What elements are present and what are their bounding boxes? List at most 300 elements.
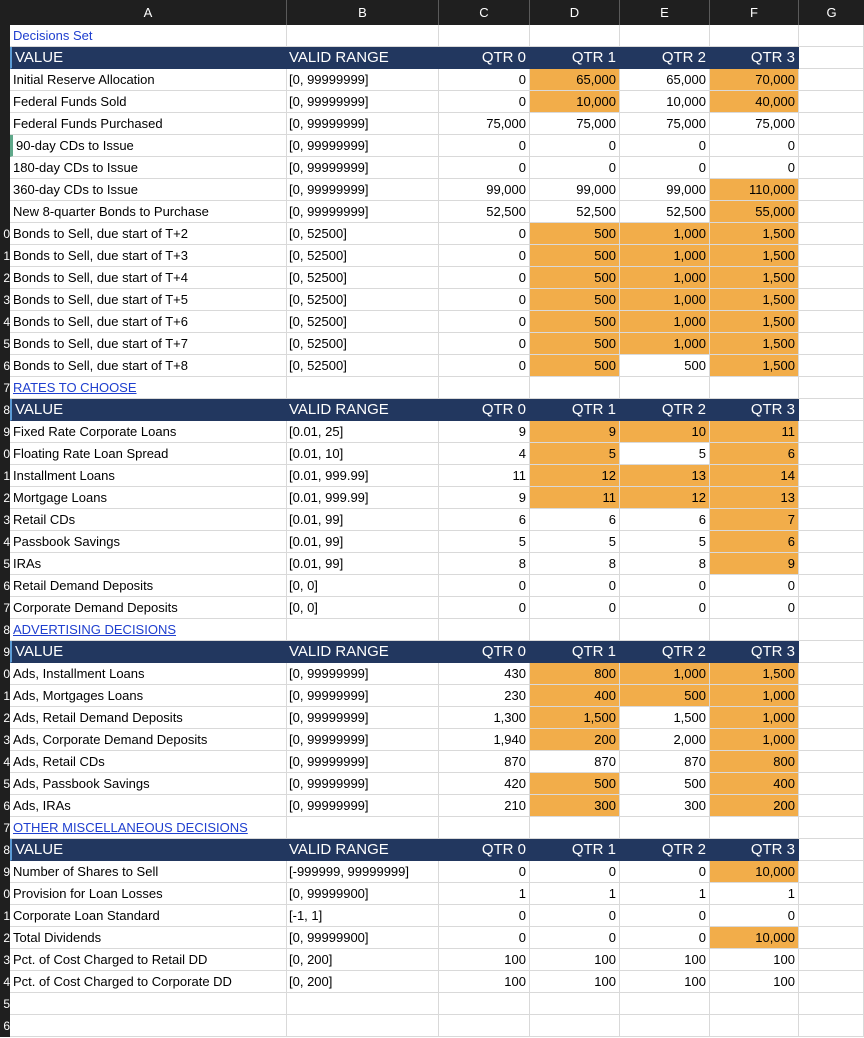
cell-b[interactable]: [0.01, 99]: [287, 531, 439, 553]
cell-d[interactable]: 300: [530, 795, 620, 817]
cell-c[interactable]: 9: [439, 487, 530, 509]
row-number[interactable]: 4: [0, 971, 10, 993]
cell-g[interactable]: [799, 25, 864, 47]
cell-g[interactable]: [799, 927, 864, 949]
cell-b[interactable]: [0, 99999900]: [287, 883, 439, 905]
cell-e[interactable]: QTR 2: [620, 399, 710, 421]
cell-c[interactable]: 100: [439, 949, 530, 971]
row-number[interactable]: 2: [0, 487, 10, 509]
cell-f[interactable]: 55,000: [710, 201, 799, 223]
cell-a[interactable]: Passbook Savings: [10, 531, 287, 553]
row-number[interactable]: 6: [0, 355, 10, 377]
cell-c[interactable]: [439, 377, 530, 399]
cell-g[interactable]: [799, 179, 864, 201]
cell-c[interactable]: 870: [439, 751, 530, 773]
row-number[interactable]: 1: [0, 685, 10, 707]
cell-a[interactable]: ADVERTISING DECISIONS: [10, 619, 287, 641]
cell-c[interactable]: 0: [439, 289, 530, 311]
cell-d[interactable]: 1: [530, 883, 620, 905]
cell-g[interactable]: [799, 135, 864, 157]
cell-c[interactable]: 0: [439, 91, 530, 113]
cell-c[interactable]: 0: [439, 927, 530, 949]
cell-d[interactable]: 500: [530, 245, 620, 267]
cell-f[interactable]: 6: [710, 531, 799, 553]
cell-a[interactable]: Installment Loans: [10, 465, 287, 487]
cell-b[interactable]: VALID RANGE: [287, 399, 439, 421]
cell-e[interactable]: 13: [620, 465, 710, 487]
cell-g[interactable]: [799, 355, 864, 377]
row-number[interactable]: 2: [0, 927, 10, 949]
row-number[interactable]: 7: [0, 817, 10, 839]
cell-a[interactable]: OTHER MISCELLANEOUS DECISIONS: [10, 817, 287, 839]
cell-e[interactable]: 5: [620, 443, 710, 465]
cell-d[interactable]: [530, 817, 620, 839]
cell-f[interactable]: [710, 817, 799, 839]
cell-d[interactable]: 500: [530, 311, 620, 333]
cell-g[interactable]: [799, 509, 864, 531]
column-header-e[interactable]: E: [620, 0, 710, 25]
row-number[interactable]: 3: [0, 509, 10, 531]
row-number[interactable]: [0, 69, 10, 91]
cell-b[interactable]: [0, 99999999]: [287, 773, 439, 795]
cell-b[interactable]: [287, 619, 439, 641]
cell-f[interactable]: 1,500: [710, 223, 799, 245]
column-header-a[interactable]: A: [10, 0, 287, 25]
row-number[interactable]: 8: [0, 399, 10, 421]
cell-f[interactable]: 1,500: [710, 245, 799, 267]
cell-f[interactable]: 13: [710, 487, 799, 509]
cell-a[interactable]: Mortgage Loans: [10, 487, 287, 509]
cell-c[interactable]: 4: [439, 443, 530, 465]
cell-e[interactable]: 1,500: [620, 707, 710, 729]
cell-b[interactable]: VALID RANGE: [287, 47, 439, 69]
cell-c[interactable]: 210: [439, 795, 530, 817]
cell-f[interactable]: 1,500: [710, 289, 799, 311]
row-number[interactable]: 0: [0, 663, 10, 685]
cell-f[interactable]: 10,000: [710, 861, 799, 883]
cell-g[interactable]: [799, 443, 864, 465]
cell-c[interactable]: 0: [439, 135, 530, 157]
cell-g[interactable]: [799, 201, 864, 223]
cell-c[interactable]: 99,000: [439, 179, 530, 201]
cell-g[interactable]: [799, 157, 864, 179]
cell-e[interactable]: 500: [620, 773, 710, 795]
row-number[interactable]: 9: [0, 861, 10, 883]
cell-a[interactable]: Ads, IRAs: [10, 795, 287, 817]
cell-f[interactable]: 1,000: [710, 707, 799, 729]
cell-b[interactable]: [0, 52500]: [287, 267, 439, 289]
cell-c[interactable]: [439, 1015, 530, 1037]
cell-d[interactable]: 12: [530, 465, 620, 487]
row-number[interactable]: 6: [0, 795, 10, 817]
cell-b[interactable]: [0, 52500]: [287, 333, 439, 355]
cell-g[interactable]: [799, 619, 864, 641]
cell-c[interactable]: 6: [439, 509, 530, 531]
cell-e[interactable]: [620, 993, 710, 1015]
cell-b[interactable]: [0, 99999999]: [287, 685, 439, 707]
cell-e[interactable]: 0: [620, 597, 710, 619]
cell-d[interactable]: 0: [530, 157, 620, 179]
row-number[interactable]: 8: [0, 839, 10, 861]
row-number[interactable]: 7: [0, 377, 10, 399]
cell-d[interactable]: 500: [530, 355, 620, 377]
cell-d[interactable]: QTR 1: [530, 399, 620, 421]
cell-a[interactable]: Fixed Rate Corporate Loans: [10, 421, 287, 443]
row-number[interactable]: 4: [0, 751, 10, 773]
row-number[interactable]: 5: [0, 993, 10, 1015]
cell-b[interactable]: [0.01, 999.99]: [287, 465, 439, 487]
cell-a[interactable]: Number of Shares to Sell: [10, 861, 287, 883]
cell-f[interactable]: 75,000: [710, 113, 799, 135]
cell-a[interactable]: Ads, Corporate Demand Deposits: [10, 729, 287, 751]
cell-a[interactable]: [10, 1015, 287, 1037]
cell-d[interactable]: 500: [530, 333, 620, 355]
cell-d[interactable]: QTR 1: [530, 47, 620, 69]
cell-f[interactable]: 1,500: [710, 267, 799, 289]
cell-e[interactable]: 1,000: [620, 245, 710, 267]
cell-d[interactable]: QTR 1: [530, 839, 620, 861]
cell-e[interactable]: 1,000: [620, 663, 710, 685]
cell-f[interactable]: 100: [710, 971, 799, 993]
cell-b[interactable]: VALID RANGE: [287, 641, 439, 663]
cell-a[interactable]: Ads, Passbook Savings: [10, 773, 287, 795]
row-number[interactable]: 2: [0, 707, 10, 729]
cell-f[interactable]: 1,500: [710, 311, 799, 333]
cell-c[interactable]: [439, 817, 530, 839]
cell-g[interactable]: [799, 905, 864, 927]
cell-c[interactable]: 0: [439, 333, 530, 355]
row-number[interactable]: 9: [0, 641, 10, 663]
cell-f[interactable]: QTR 3: [710, 399, 799, 421]
cell-f[interactable]: [710, 619, 799, 641]
cell-d[interactable]: 0: [530, 575, 620, 597]
cell-g[interactable]: [799, 641, 864, 663]
cell-d[interactable]: 6: [530, 509, 620, 531]
cell-b[interactable]: [0, 99999999]: [287, 135, 439, 157]
cell-f[interactable]: QTR 3: [710, 47, 799, 69]
cell-b[interactable]: [0, 52500]: [287, 245, 439, 267]
cell-e[interactable]: 8: [620, 553, 710, 575]
cell-c[interactable]: 0: [439, 575, 530, 597]
cell-g[interactable]: [799, 993, 864, 1015]
cell-e[interactable]: 12: [620, 487, 710, 509]
cell-b[interactable]: [287, 1015, 439, 1037]
cell-f[interactable]: 200: [710, 795, 799, 817]
row-number[interactable]: 5: [0, 553, 10, 575]
cell-g[interactable]: [799, 531, 864, 553]
cell-g[interactable]: [799, 333, 864, 355]
cell-c[interactable]: QTR 0: [439, 641, 530, 663]
cell-b[interactable]: [0, 99999999]: [287, 729, 439, 751]
cell-a[interactable]: Retail Demand Deposits: [10, 575, 287, 597]
cell-c[interactable]: [439, 25, 530, 47]
cell-b[interactable]: [0, 52500]: [287, 223, 439, 245]
cell-e[interactable]: 1: [620, 883, 710, 905]
cell-f[interactable]: 10,000: [710, 927, 799, 949]
cell-e[interactable]: 6: [620, 509, 710, 531]
cell-f[interactable]: 800: [710, 751, 799, 773]
cell-c[interactable]: QTR 0: [439, 399, 530, 421]
cell-b[interactable]: [0, 99999999]: [287, 663, 439, 685]
row-number[interactable]: [0, 135, 10, 157]
cell-c[interactable]: 0: [439, 355, 530, 377]
cell-b[interactable]: [0, 99999999]: [287, 795, 439, 817]
cell-d[interactable]: 870: [530, 751, 620, 773]
cell-b[interactable]: [0, 99999999]: [287, 707, 439, 729]
cell-a[interactable]: Ads, Mortgages Loans: [10, 685, 287, 707]
row-number[interactable]: 4: [0, 311, 10, 333]
cell-d[interactable]: 5: [530, 443, 620, 465]
row-number[interactable]: 3: [0, 289, 10, 311]
cell-f[interactable]: 11: [710, 421, 799, 443]
cell-f[interactable]: 0: [710, 575, 799, 597]
cell-a[interactable]: 360-day CDs to Issue: [10, 179, 287, 201]
cell-a[interactable]: Pct. of Cost Charged to Corporate DD: [10, 971, 287, 993]
cell-c[interactable]: 1: [439, 883, 530, 905]
cell-b[interactable]: [0, 99999999]: [287, 69, 439, 91]
cell-f[interactable]: [710, 993, 799, 1015]
cell-d[interactable]: 8: [530, 553, 620, 575]
cell-d[interactable]: 200: [530, 729, 620, 751]
cell-e[interactable]: QTR 2: [620, 839, 710, 861]
cell-a[interactable]: Bonds to Sell, due start of T+8: [10, 355, 287, 377]
cell-a[interactable]: Pct. of Cost Charged to Retail DD: [10, 949, 287, 971]
cell-a[interactable]: Initial Reserve Allocation: [10, 69, 287, 91]
cell-g[interactable]: [799, 949, 864, 971]
cell-f[interactable]: [710, 1015, 799, 1037]
cell-e[interactable]: 100: [620, 971, 710, 993]
cell-b[interactable]: [287, 817, 439, 839]
cell-d[interactable]: 500: [530, 289, 620, 311]
cell-c[interactable]: 0: [439, 861, 530, 883]
cell-g[interactable]: [799, 223, 864, 245]
cell-a[interactable]: VALUE: [10, 47, 287, 69]
cell-f[interactable]: 7: [710, 509, 799, 531]
row-number[interactable]: [0, 113, 10, 135]
cell-f[interactable]: QTR 3: [710, 839, 799, 861]
cell-d[interactable]: 0: [530, 135, 620, 157]
cell-g[interactable]: [799, 839, 864, 861]
cell-d[interactable]: [530, 25, 620, 47]
cell-a[interactable]: VALUE: [10, 839, 287, 861]
cell-a[interactable]: Total Dividends: [10, 927, 287, 949]
cell-g[interactable]: [799, 663, 864, 685]
row-number[interactable]: 4: [0, 531, 10, 553]
cell-g[interactable]: [799, 575, 864, 597]
cell-b[interactable]: [287, 25, 439, 47]
cell-a[interactable]: VALUE: [10, 641, 287, 663]
row-number[interactable]: 3: [0, 729, 10, 751]
cell-a[interactable]: Ads, Installment Loans: [10, 663, 287, 685]
cell-c[interactable]: [439, 993, 530, 1015]
cell-b[interactable]: [0.01, 99]: [287, 509, 439, 531]
cell-e[interactable]: 0: [620, 157, 710, 179]
cell-c[interactable]: 1,940: [439, 729, 530, 751]
cell-e[interactable]: 0: [620, 905, 710, 927]
row-number[interactable]: 1: [0, 245, 10, 267]
cell-g[interactable]: [799, 597, 864, 619]
cell-d[interactable]: 52,500: [530, 201, 620, 223]
cell-g[interactable]: [799, 465, 864, 487]
cell-f[interactable]: [710, 377, 799, 399]
cell-d[interactable]: 800: [530, 663, 620, 685]
cell-b[interactable]: [0, 99999999]: [287, 157, 439, 179]
cell-g[interactable]: [799, 795, 864, 817]
cell-f[interactable]: 70,000: [710, 69, 799, 91]
row-number[interactable]: 0: [0, 223, 10, 245]
cell-a[interactable]: New 8-quarter Bonds to Purchase: [10, 201, 287, 223]
cell-c[interactable]: 100: [439, 971, 530, 993]
column-header-c[interactable]: C: [439, 0, 530, 25]
cell-d[interactable]: 0: [530, 905, 620, 927]
row-number[interactable]: 7: [0, 597, 10, 619]
cell-c[interactable]: 420: [439, 773, 530, 795]
cell-f[interactable]: 0: [710, 157, 799, 179]
cell-g[interactable]: [799, 487, 864, 509]
cell-f[interactable]: 6: [710, 443, 799, 465]
row-number[interactable]: 8: [0, 619, 10, 641]
cell-e[interactable]: [620, 1015, 710, 1037]
cell-g[interactable]: [799, 883, 864, 905]
cell-c[interactable]: 0: [439, 267, 530, 289]
cell-c[interactable]: 9: [439, 421, 530, 443]
cell-f[interactable]: [710, 25, 799, 47]
cell-f[interactable]: 1,000: [710, 685, 799, 707]
cell-c[interactable]: 52,500: [439, 201, 530, 223]
cell-a[interactable]: Provision for Loan Losses: [10, 883, 287, 905]
cell-c[interactable]: 0: [439, 157, 530, 179]
cell-e[interactable]: 75,000: [620, 113, 710, 135]
cell-c[interactable]: QTR 0: [439, 47, 530, 69]
cell-e[interactable]: 500: [620, 685, 710, 707]
cell-d[interactable]: 0: [530, 927, 620, 949]
cell-e[interactable]: QTR 2: [620, 641, 710, 663]
cell-d[interactable]: QTR 1: [530, 641, 620, 663]
cell-a[interactable]: IRAs: [10, 553, 287, 575]
row-number[interactable]: 6: [0, 1015, 10, 1037]
cell-b[interactable]: [0, 0]: [287, 597, 439, 619]
cell-d[interactable]: 400: [530, 685, 620, 707]
cell-c[interactable]: 0: [439, 69, 530, 91]
cell-g[interactable]: [799, 47, 864, 69]
cell-g[interactable]: [799, 773, 864, 795]
cell-d[interactable]: [530, 619, 620, 641]
cell-c[interactable]: 11: [439, 465, 530, 487]
cell-f[interactable]: 1,500: [710, 663, 799, 685]
cell-c[interactable]: 0: [439, 245, 530, 267]
row-number[interactable]: 1: [0, 905, 10, 927]
cell-a[interactable]: 180-day CDs to Issue: [10, 157, 287, 179]
cell-f[interactable]: 0: [710, 905, 799, 927]
cell-c[interactable]: 1,300: [439, 707, 530, 729]
cell-e[interactable]: 10,000: [620, 91, 710, 113]
cell-g[interactable]: [799, 69, 864, 91]
cell-e[interactable]: 52,500: [620, 201, 710, 223]
row-number[interactable]: [0, 25, 10, 47]
cell-a[interactable]: Bonds to Sell, due start of T+3: [10, 245, 287, 267]
cell-a[interactable]: VALUE: [10, 399, 287, 421]
column-header-f[interactable]: F: [710, 0, 799, 25]
cell-d[interactable]: [530, 377, 620, 399]
row-number[interactable]: 5: [0, 333, 10, 355]
cell-f[interactable]: 9: [710, 553, 799, 575]
column-header-g[interactable]: G: [826, 5, 837, 20]
cell-e[interactable]: 0: [620, 927, 710, 949]
cell-e[interactable]: 1,000: [620, 267, 710, 289]
row-number[interactable]: [0, 179, 10, 201]
row-number[interactable]: [0, 91, 10, 113]
cell-g[interactable]: [799, 751, 864, 773]
cell-e[interactable]: QTR 2: [620, 47, 710, 69]
cell-e[interactable]: [620, 377, 710, 399]
cell-d[interactable]: 500: [530, 773, 620, 795]
cell-b[interactable]: [0, 99999999]: [287, 201, 439, 223]
cell-b[interactable]: [0.01, 25]: [287, 421, 439, 443]
cell-g[interactable]: [799, 91, 864, 113]
cell-g[interactable]: [799, 707, 864, 729]
cell-e[interactable]: 1,000: [620, 289, 710, 311]
cell-g[interactable]: [799, 289, 864, 311]
cell-e[interactable]: 2,000: [620, 729, 710, 751]
cell-b[interactable]: [0, 52500]: [287, 311, 439, 333]
cell-f[interactable]: 40,000: [710, 91, 799, 113]
cell-e[interactable]: 0: [620, 861, 710, 883]
cell-c[interactable]: 230: [439, 685, 530, 707]
cell-b[interactable]: [0, 200]: [287, 949, 439, 971]
cell-d[interactable]: 1,500: [530, 707, 620, 729]
row-number[interactable]: 0: [0, 883, 10, 905]
cell-d[interactable]: 75,000: [530, 113, 620, 135]
cell-b[interactable]: [-1, 1]: [287, 905, 439, 927]
cell-f[interactable]: 110,000: [710, 179, 799, 201]
cell-d[interactable]: 11: [530, 487, 620, 509]
cell-c[interactable]: 0: [439, 597, 530, 619]
cell-g[interactable]: [799, 553, 864, 575]
cell-g[interactable]: [799, 245, 864, 267]
cell-a[interactable]: [10, 993, 287, 1015]
cell-e[interactable]: 1,000: [620, 311, 710, 333]
cell-d[interactable]: 65,000: [530, 69, 620, 91]
cell-c[interactable]: 0: [439, 311, 530, 333]
cell-f[interactable]: 0: [710, 597, 799, 619]
cell-c[interactable]: [439, 619, 530, 641]
cell-a[interactable]: Bonds to Sell, due start of T+5: [10, 289, 287, 311]
cell-a[interactable]: Decisions Set: [10, 25, 287, 47]
cell-b[interactable]: [287, 993, 439, 1015]
row-number[interactable]: [0, 157, 10, 179]
cell-a[interactable]: Corporate Loan Standard: [10, 905, 287, 927]
column-header-d[interactable]: D: [530, 0, 620, 25]
cell-e[interactable]: 1,000: [620, 333, 710, 355]
cell-d[interactable]: 100: [530, 949, 620, 971]
cell-e[interactable]: [620, 817, 710, 839]
cell-g[interactable]: [799, 311, 864, 333]
cell-b[interactable]: [0.01, 10]: [287, 443, 439, 465]
cell-a[interactable]: Ads, Retail CDs: [10, 751, 287, 773]
cell-e[interactable]: 10: [620, 421, 710, 443]
cell-b[interactable]: [0, 52500]: [287, 289, 439, 311]
cell-c[interactable]: 8: [439, 553, 530, 575]
cell-b[interactable]: [0, 99999900]: [287, 927, 439, 949]
cell-d[interactable]: [530, 1015, 620, 1037]
cell-a[interactable]: RATES TO CHOOSE: [10, 377, 287, 399]
cell-g[interactable]: [799, 1015, 864, 1037]
cell-b[interactable]: VALID RANGE: [287, 839, 439, 861]
cell-b[interactable]: [0, 0]: [287, 575, 439, 597]
cell-g[interactable]: [799, 421, 864, 443]
cell-a[interactable]: Ads, Retail Demand Deposits: [10, 707, 287, 729]
cell-f[interactable]: 400: [710, 773, 799, 795]
